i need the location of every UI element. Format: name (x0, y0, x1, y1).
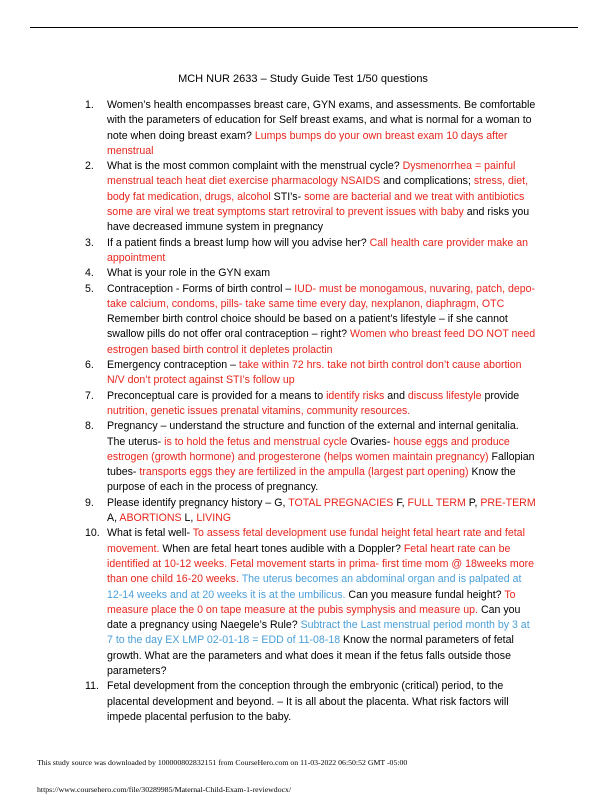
answer-text: Call health care provider make an appointment (107, 236, 529, 264)
question-text: What is the most common complaint with the menstrual cycle? (107, 160, 403, 173)
question-text: and risks you have decreased immune system in pregnancy (107, 206, 530, 234)
answer-text: Women who breast feed DO NOT need estrogen based birth control it depletes prolactin (107, 328, 536, 356)
question-number: 4. (85, 267, 94, 280)
question-number: 1. (85, 99, 94, 111)
question-item (85, 266, 537, 281)
question-number: 3. (85, 236, 94, 249)
question-text: Emergency contraception – (107, 359, 239, 372)
answer-text: nutrition, genetic issues prenatal vitamins, community resources. (107, 404, 411, 417)
question-text: STI’s- (270, 190, 305, 203)
question-text: Can you measure fundal height? (345, 588, 505, 601)
question-item (85, 236, 537, 267)
answer-text: house eggs and produce estrogen (growth hormone) and progesterone (helps women maintain pregnancy) (107, 435, 510, 463)
question-text: Know the purpose of each in the process of pregnancy. (107, 466, 516, 494)
answer-text: is to hold the fetus and menstrual cycle (164, 435, 348, 448)
answer-text: stress, diet, body fat medication, drugs, alcohol (107, 175, 529, 203)
question-text: Can you date a pregnancy using Naegele’s Rule? (107, 603, 521, 632)
question-text: Fallopian tubes- (107, 450, 535, 479)
download-source-footer: This study source was downloaded by 100000802832151 from CourseHero.com on 11-03-2022 06:50:52 GMT -05:00 (37, 758, 408, 767)
question-text: What is fetal well- (107, 527, 193, 540)
question-text: A, (107, 512, 120, 525)
question-text: Contraception - Forms of birth control – (107, 282, 295, 295)
question-text: and complications; (380, 175, 474, 188)
question-number: 10. (85, 527, 100, 540)
note-text: The uterus becomes an abdominal organ and is palpated at 12-14 weeks and at 20 weeks it is at the umbilicus. (107, 573, 522, 601)
question-text: Fetal development from the conception through the embryonic (critical) period, to the placental development and beyond. – It is all about the placenta. What risk factors will impede placental perfusion to the baby. (107, 680, 509, 723)
question-item (85, 282, 537, 358)
answer-text: Lumps bumps do your own breast exam 10 days after menstrual (107, 129, 508, 157)
answer-text: identify risks (326, 389, 385, 402)
question-number: 2. (85, 160, 94, 173)
answer-text: FULL TERM (407, 496, 466, 509)
question-text: Please identify pregnancy history – G, (107, 496, 289, 509)
answer-text: Dysmenorrhea = painful menstrual teach heat diet exercise pharmacology NSAIDS (107, 160, 516, 188)
question-item (85, 98, 537, 159)
question-item (85, 389, 537, 420)
question-item (85, 159, 537, 235)
source-url-footer: https://www.coursehero.com/file/30289985/Maternal-Child-Exam-1-reviewdocx/ (37, 785, 292, 794)
question-text: L, (181, 512, 197, 525)
answer-text: take within 72 hrs. take not birth control don’t cause abortion N/V don’t protect against STI’s follow up (107, 359, 522, 387)
question-text: F, (393, 496, 408, 509)
answer-text: ABORTIONS (119, 512, 182, 525)
question-text: Know the normal parameters of fetal growth. What are the parameters and what does it mean if the fetus falls outside those parameters? (107, 634, 514, 677)
question-number: 5. (85, 282, 94, 295)
answer-text: transports eggs they are fertilized in the ampulla (largest part opening) (139, 466, 469, 479)
answer-text: IUD- must be monogamous, nuvaring, patch, depo- take calcium, condoms, pills- take same time every day, nexplanon, diaphragm, OTC (107, 282, 536, 310)
answer-text: Fetal heart rate can be identified at 10-12 weeks. Fetal movement starts in prima- first time mom @ 18weeks more than one child 16-20 weeks. (107, 542, 535, 586)
question-text: Remember birth control choice should be based on a patient’s lifestyle – if she cannot swallow pills do not offer oral contraception – right? (107, 313, 508, 341)
question-text: When are fetal heart tones audible with a Doppler? (159, 542, 404, 555)
question-text: Women’s health encompasses breast care, GYN exams, and assessments. Be comfortable with the parameters of education for Self breast exams, and what is normal for a woman to note when doing breast exam? (107, 99, 536, 142)
question-list (85, 98, 537, 725)
question-item (85, 358, 537, 389)
question-item (85, 419, 537, 495)
answer-text: TOTAL PREGNACIES (288, 496, 394, 509)
answer-text: To assess fetal development use fundal height fetal heart rate and fetal movement. (107, 527, 525, 555)
document-title: MCH NUR 2633 – Study Guide Test 1/50 questions (178, 73, 428, 85)
answer-text: discuss lifestyle (407, 389, 482, 402)
question-number: 8. (85, 420, 94, 433)
answer-text: LIVING (196, 512, 232, 525)
question-number: 9. (85, 496, 94, 509)
question-text: Preconceptual care is provided for a means to (107, 389, 327, 402)
answer-text: some are bacterial and we treat with antibiotics some are viral we treat symptoms start retroviral to prevent issues with baby (107, 190, 525, 219)
question-number: 6. (85, 359, 94, 372)
question-number: 7. (85, 389, 94, 402)
answer-text: PRE-TERM (480, 496, 536, 509)
question-text: If a patient finds a breast lump how will you advise her? (107, 236, 370, 249)
question-text: P, (465, 496, 481, 509)
answer-text: To measure place the 0 on tape measure at the pubis symphysis and measure up. (107, 588, 516, 616)
question-text: Ovaries- (347, 435, 394, 448)
question-text: and (384, 389, 408, 402)
question-item (85, 679, 537, 725)
question-item (85, 496, 537, 527)
question-item (85, 526, 537, 679)
header-rule (30, 27, 578, 28)
question-number: 11. (85, 680, 99, 693)
question-text: What is your role in the GYN exam (107, 267, 271, 280)
question-text: provide (481, 389, 520, 402)
question-text: Pregnancy – understand the structure and function of the external and internal genitalia. The uterus- (107, 420, 519, 448)
note-text: Subtract the Last menstrual period month by 3 at 7 to the day EX LMP 02-01-18 = EDD of 11-08-18 (107, 619, 530, 647)
